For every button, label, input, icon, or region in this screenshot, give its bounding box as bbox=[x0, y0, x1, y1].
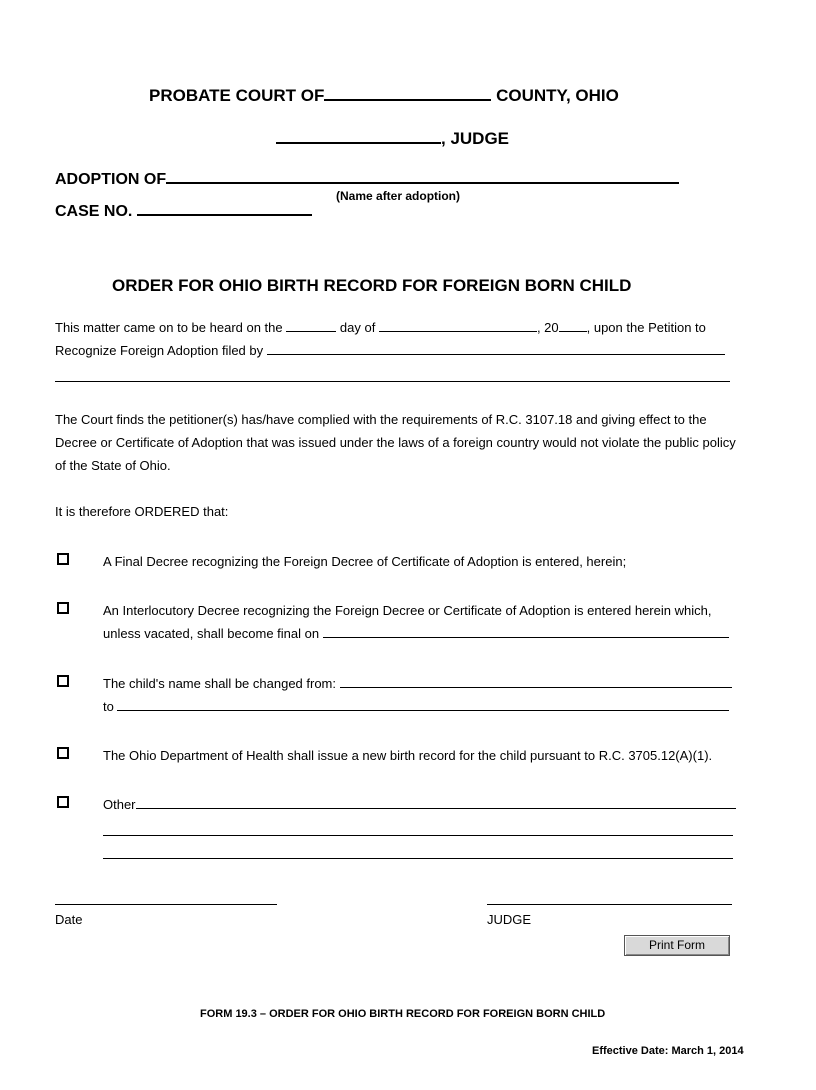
court-prefix: PROBATE COURT OF bbox=[149, 86, 325, 105]
interlocutory-text-1: An Interlocutory Decree recognizing the Foreign Decree or Certificate of Adoption is entered herein which, bbox=[103, 603, 712, 618]
other-field-1[interactable] bbox=[136, 807, 736, 809]
filed-by-field[interactable] bbox=[267, 353, 725, 355]
name-change-text-from: The child's name shall be changed from: bbox=[103, 676, 336, 691]
name-change-line-1 bbox=[103, 676, 732, 691]
ordered-statement: It is therefore ORDERED that: bbox=[55, 504, 229, 519]
print-form-button[interactable]: Print Form bbox=[624, 935, 730, 956]
judge-signature-line[interactable] bbox=[487, 904, 732, 905]
court-suffix: COUNTY, OHIO bbox=[496, 86, 619, 105]
interlocutory-decree-checkbox[interactable] bbox=[57, 602, 69, 614]
court-heading bbox=[149, 86, 619, 106]
other-label: Other bbox=[103, 797, 136, 812]
judge-heading bbox=[276, 129, 509, 149]
other-field-2[interactable] bbox=[103, 835, 733, 836]
judge-suffix: , JUDGE bbox=[441, 129, 510, 148]
findings-line-1: The Court finds the petitioner(s) has/have complied with the requirements of R.C. 3107.18 and giving effect to the bbox=[55, 412, 707, 427]
footer-form-title: FORM 19.3 – ORDER FOR OHIO BIRTH RECORD FOR FOREIGN BORN CHILD bbox=[200, 1008, 606, 1020]
case-no-field[interactable] bbox=[137, 213, 312, 216]
name-change-line-2 bbox=[103, 699, 729, 714]
judge-name-field[interactable] bbox=[276, 141, 441, 144]
date-label: Date bbox=[55, 912, 83, 927]
intro-text-filed-by: Recognize Foreign Adoption filed by bbox=[55, 343, 264, 358]
intro-text-heard: This matter came on to be heard on the bbox=[55, 320, 283, 335]
intro-line-1 bbox=[55, 320, 706, 335]
interlocutory-line-2 bbox=[103, 626, 729, 641]
other-field-3[interactable] bbox=[103, 858, 733, 859]
adoption-name-field[interactable] bbox=[166, 181, 679, 184]
month-field[interactable] bbox=[379, 330, 537, 332]
county-field[interactable] bbox=[324, 98, 491, 101]
final-on-date-field[interactable] bbox=[323, 636, 729, 638]
final-decree-text: A Final Decree recognizing the Foreign Decree of Certificate of Adoption is entered, herein; bbox=[103, 554, 627, 569]
case-no-label: CASE NO. bbox=[55, 203, 133, 220]
name-from-field[interactable] bbox=[340, 686, 732, 688]
findings-line-2: Decree or Certificate of Adoption that was issued under the laws of a foreign country would not violate the public policy bbox=[55, 435, 736, 450]
document-title: ORDER FOR OHIO BIRTH RECORD FOR FOREIGN BORN CHILD bbox=[112, 276, 632, 295]
judge-label: JUDGE bbox=[487, 912, 532, 927]
birth-record-checkbox[interactable] bbox=[57, 747, 69, 759]
day-field[interactable] bbox=[286, 330, 336, 332]
interlocutory-text-2: unless vacated, shall become final on bbox=[103, 626, 320, 641]
other-checkbox[interactable] bbox=[57, 796, 69, 808]
intro-line-2 bbox=[55, 343, 725, 358]
name-after-adoption-caption: (Name after adoption) bbox=[336, 189, 461, 203]
year-field[interactable] bbox=[559, 330, 587, 332]
other-line bbox=[103, 797, 736, 812]
name-change-checkbox[interactable] bbox=[57, 675, 69, 687]
intro-text-year-prefix: , 20 bbox=[536, 320, 559, 335]
date-signature-line[interactable] bbox=[55, 904, 277, 905]
adoption-of-row bbox=[55, 171, 679, 189]
adoption-of-label: ADOPTION OF bbox=[55, 171, 167, 188]
final-decree-checkbox[interactable] bbox=[57, 553, 69, 565]
footer-effective-date: Effective Date: March 1, 2014 bbox=[592, 1045, 744, 1057]
intro-text-day-of: day of bbox=[339, 320, 376, 335]
filed-by-field-continued[interactable] bbox=[55, 381, 730, 382]
birth-record-text: The Ohio Department of Health shall issue a new birth record for the child pursuant to R.C. 3705.12(A)(1). bbox=[103, 748, 713, 763]
name-change-text-to: to bbox=[103, 699, 114, 714]
case-no-row bbox=[55, 203, 312, 221]
name-to-field[interactable] bbox=[117, 709, 729, 711]
intro-text-petition: , upon the Petition to bbox=[586, 320, 706, 335]
findings-line-3: of the State of Ohio. bbox=[55, 458, 171, 473]
